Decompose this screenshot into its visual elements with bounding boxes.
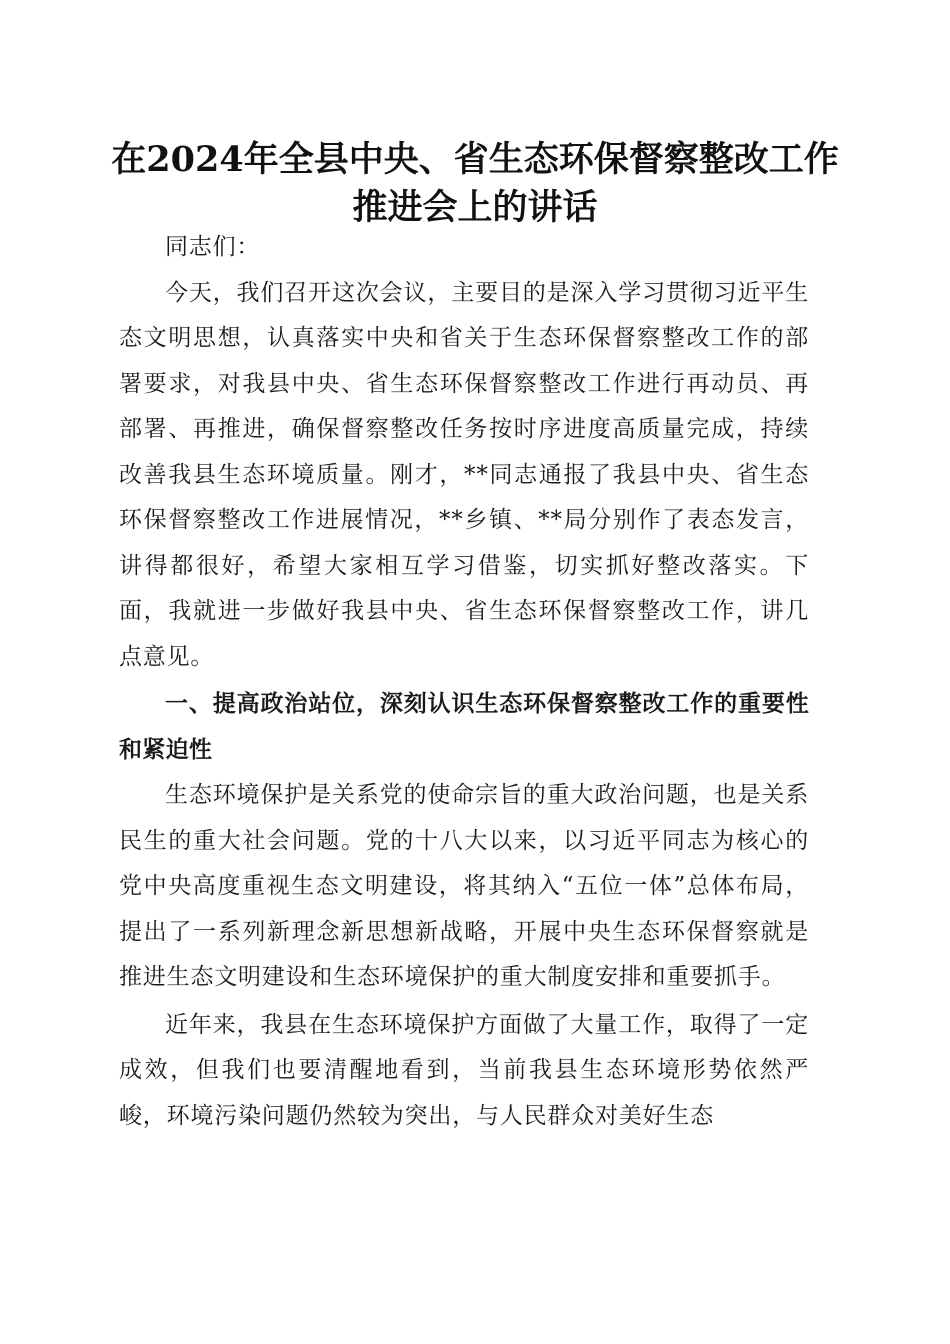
section-1-paragraph-2: 近年来，我县在生态环境保护方面做了大量工作，取得了一定成效，但我们也要清醒地看到，当前我县生态环境形势依然严峻，环境污染问题仍然较为突出，与人民群众对美好生态 — [119, 1011, 809, 1129]
greeting: 同志们： — [165, 234, 261, 260]
section-1-paragraph-1: 生态环境保护是关系党的使命宗旨的重大政治问题，也是关系民生的重大社会问题。党的十八大以来，以习近平同志为核心的党中央高度重视生态文明建设，将其纳入“五位一体”总体布局，提出了一系列新理念新思想新战略，开展中央生态环保督察就是推进生态文明建设和生态环境保护的重大制度安排和重要抓手。 — [119, 782, 809, 990]
intro-paragraph: 今天，我们召开这次会议，主要目的是深入学习贯彻习近平生态文明思想，认真落实中央和省关于生态环保督察整改工作的部署要求，对我县中央、省生态环保督察整改工作进行再动员、再部署、再推进，确保督察整改任务按时序进度高质量完成，持续改善我县生态环境质量。刚才，**同志通报了我县中央、省生态环保督察整改工作进展情况，**乡镇、**局分别作了表态发言，讲得都很好，希望大家相互学习借鉴，切实抓好整改落实。下面，我就进一步做好我县中央、省生态环保督察整改工作，讲几点意见。 — [119, 279, 809, 670]
document-title: 在2024年全县中央、省生态环保督察整改工作推进会上的讲话 — [111, 139, 839, 228]
document-body — [119, 225, 809, 1139]
section-heading-1: 一、提高政治站位，深刻认识生态环保督察整改工作的重要性和紧迫性 — [119, 691, 809, 763]
